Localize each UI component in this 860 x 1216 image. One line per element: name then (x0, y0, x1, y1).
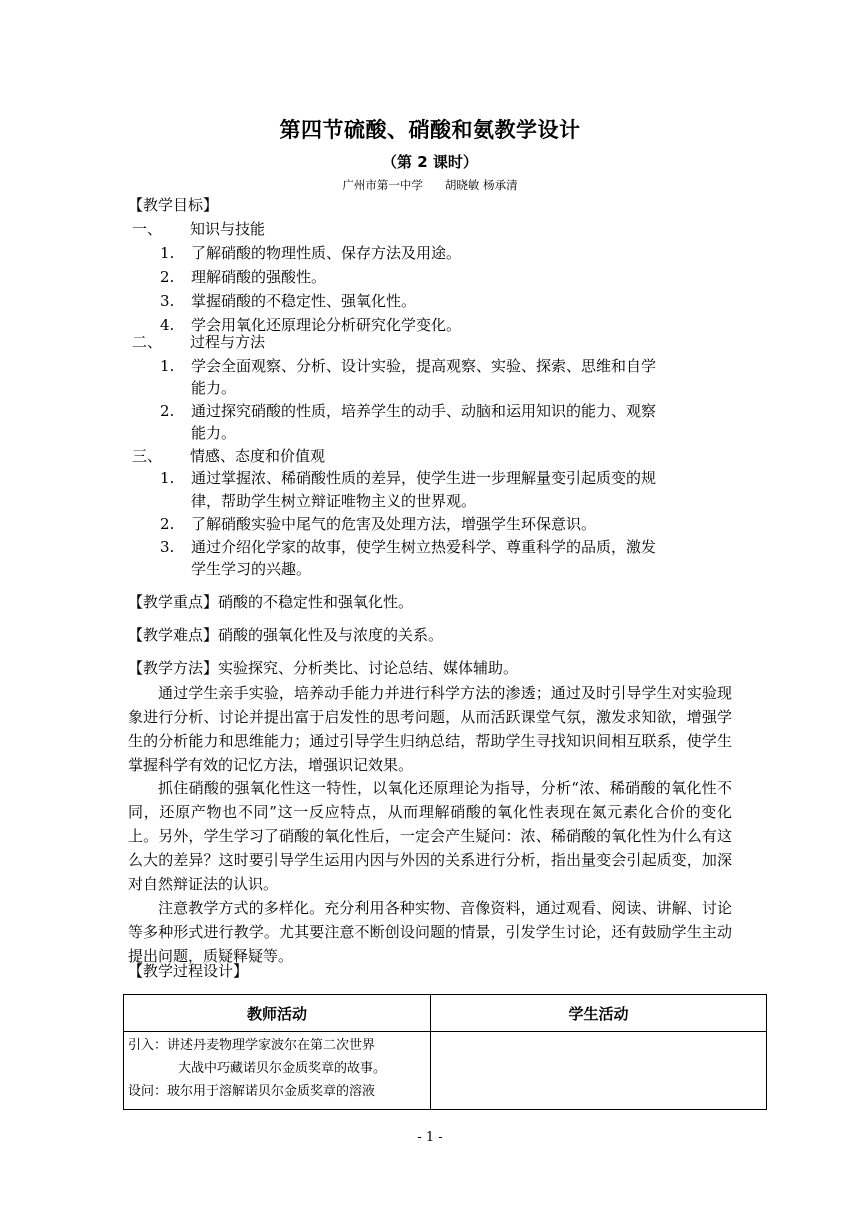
paragraph-3: 注意教学方式的多样化。充分利用各种实物、音像资料，通过观看、阅读、讲解、讨论等多种形式进行教学。尤其要注意不断创设问题的情景，引发学生讨论，还有鼓励学生主动提出问题，质疑释疑等。 (128, 899, 732, 965)
cell-line: 大战中巧藏诺贝尔金质奖章的故事。 (178, 1061, 387, 1076)
objective-item: 2. 了解硝酸实验中尾气的危害及处理方法，增强学生环保意识。 (160, 515, 597, 533)
school-name: 广州市第一中学 (342, 178, 423, 192)
method: 【教学方法】实验探究、分析类比、讨论总结、媒体辅助。 (128, 659, 519, 677)
objective-item: 4. 学会用氧化还原理论分析研究化学变化。 (160, 316, 462, 334)
objective-item: 2. 理解硝酸的强酸性。 (160, 268, 327, 286)
table-header-row (124, 995, 767, 1032)
table-row (124, 1032, 767, 1110)
section-2-heading (132, 331, 265, 353)
student-activity-cell (431, 1032, 767, 1110)
objective-item: 1. 了解硝酸的物理性质、保存方法及用途。 (160, 244, 462, 262)
section-3-heading (132, 445, 325, 467)
objectives-heading: 【教学目标】 (128, 196, 219, 214)
document-subtitle: （第 2 课时） (382, 153, 478, 171)
section-label: 二、 (132, 333, 163, 351)
author-line (0, 177, 860, 193)
difficulty: 【教学难点】硝酸的强氧化性及与浓度的关系。 (128, 626, 444, 644)
section-title: 情感、态度和价值观 (190, 447, 326, 465)
teacher-column-header: 教师活动 (124, 995, 431, 1032)
process-table (123, 994, 767, 1110)
section-1-heading (132, 218, 265, 240)
objective-item: 1. 学会全面观察、分析、设计实验，提高观察、实验、探索、思维和自学 (160, 357, 657, 375)
author-names: 胡晓敏 杨承清 (444, 178, 518, 192)
page-number: - 1 - (417, 1130, 443, 1145)
paragraph-1: 通过学生亲手实验，培养动手能力并进行科学方法的渗透；通过及时引导学生对实验现象进行分析、讨论并提出富于启发性的思考问题，从而活跃课堂气氛，激发求知欲，增强学生的分析能力和思维能力；通过引导学生归纳总结，帮助学生寻找知识间相互联系，使学生掌握科学有效的记忆方法，增强识记效果。 (128, 684, 732, 774)
section-title: 过程与方法 (190, 333, 266, 351)
objective-item-continued: 能力。 (191, 379, 237, 397)
teacher-activity-cell (124, 1032, 431, 1110)
objective-item-continued: 律，帮助学生树立辩证唯物主义的世界观。 (191, 492, 477, 510)
section-title: 知识与技能 (190, 220, 266, 238)
paragraph-2: 抓住硝酸的强氧化性这一特性，以氧化还原理论为指导，分析“浓、稀硝酸的氧化性不同，还原产物也不同”这一反应特点，从而理解硝酸的氧化性表现在氮元素化合价的变化上。另外，学生学习了硝酸的氧化性后，一定会产生疑问：浓、稀硝酸的氧化性为什么有这么大的差异？这时要引导学生运用内因与外因的关系进行分析，指出量变会引起质变，加深对自然辩证法的认识。 (128, 779, 732, 893)
cell-line: 引入：讲述丹麦物理学家波尔在第二次世界 (128, 1038, 376, 1053)
document-title: 第四节硫酸、硝酸和氨教学设计 (279, 118, 581, 142)
objective-item: 3. 掌握硝酸的不稳定性、强氧化性。 (160, 292, 417, 310)
objective-item: 2. 通过探究硝酸的性质，培养学生的动手、动脑和运用知识的能力、观察 (160, 402, 657, 420)
cell-line: 设问：玻尔用于溶解诺贝尔金质奖章的溶液 (128, 1084, 376, 1099)
student-column-header: 学生活动 (431, 995, 767, 1032)
section-label: 三、 (132, 447, 163, 465)
objective-item: 1. 通过掌握浓、稀硝酸性质的差异，使学生进一步理解量变引起质变的规 (160, 469, 657, 487)
objective-item-continued: 学生学习的兴趣。 (191, 560, 312, 578)
objective-item: 3. 通过介绍化学家的故事，使学生树立热爱科学、尊重科学的品质，激发 (160, 538, 657, 556)
objective-item-continued: 能力。 (191, 424, 237, 442)
process-heading: 【教学过程设计】 (128, 962, 249, 980)
section-label: 一、 (132, 220, 163, 238)
key-point: 【教学重点】硝酸的不稳定性和强氧化性。 (128, 593, 414, 611)
